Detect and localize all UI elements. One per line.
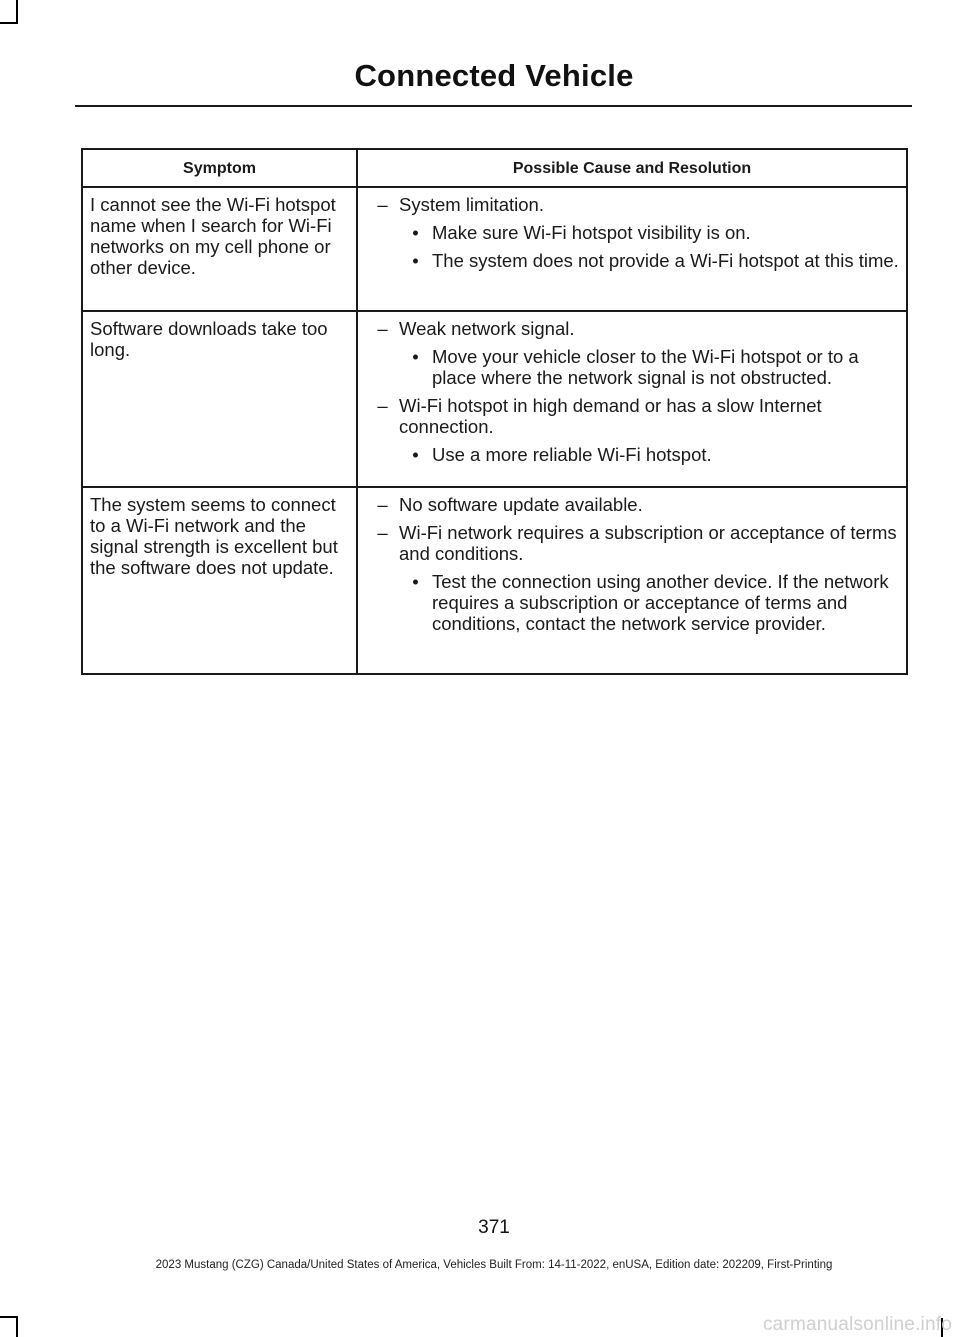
resolution-text: Test the connection using another device. If the network requires a subscription or acceptance of terms and conditions, contact the network service provider. [432,571,889,634]
page-number: 371 [478,1217,510,1238]
resolution-item [399,346,902,388]
crop-mark-top-left-horizontal [0,22,17,24]
table-row [82,311,907,487]
symptom-cell: Software downloads take too long. [82,311,357,487]
resolution-text: The system does not provide a Wi-Fi hotspot at this time. [432,250,899,271]
dash-marker: – [377,494,388,515]
cause-item [366,194,902,215]
cause-text: Wi-Fi network requires a subscription or acceptance of terms and conditions. [399,522,897,564]
resolution-item [399,444,902,465]
cause-text: Wi-Fi hotspot in high demand or has a slow Internet connection. [399,395,822,437]
resolution-text: Move your vehicle closer to the Wi-Fi hotspot or to a place where the network signal is not obstructed. [432,346,859,388]
watermark-link[interactable]: carmanualsonline.info [762,1314,952,1335]
bullet-marker: • [412,222,419,243]
cause-item [366,395,902,437]
dash-marker: – [377,318,388,339]
resolution-item [399,250,902,271]
edition-footer: 2023 Mustang (CZG) Canada/United States of America, Vehicles Built From: 14-11-2022, enUSA, Edition date: 202209, First-Printing [155,1259,833,1271]
cause-text: No software update available. [399,494,643,515]
cause-item [366,494,902,515]
troubleshooting-table [81,148,908,675]
bullet-marker: • [412,250,419,271]
cause-cell [357,311,907,487]
resolution-item [399,571,902,634]
column-header-symptom: Symptom [82,149,357,187]
table-row [82,487,907,674]
resolution-item [399,222,902,243]
title-divider [75,105,912,107]
page-title: Connected Vehicle [354,58,634,93]
resolution-text: Make sure Wi-Fi hotspot visibility is on. [432,222,751,243]
cause-item [366,522,902,564]
cause-text: Weak network signal. [399,318,575,339]
bullet-marker: • [412,571,419,592]
cause-text: System limitation. [399,194,544,215]
dash-marker: – [377,194,388,215]
bullet-marker: • [412,444,419,465]
crop-mark-top-left-vertical [16,0,18,24]
bullet-marker: • [412,346,419,367]
dash-marker: – [377,522,388,543]
symptom-cell: I cannot see the Wi-Fi hotspot name when I search for Wi-Fi networks on my cell phone or other device. [82,187,357,311]
table-row [82,187,907,311]
column-header-cause: Possible Cause and Resolution [357,149,907,187]
cause-cell [357,187,907,311]
symptom-cell: The system seems to connect to a Wi-Fi network and the signal strength is excellent but the software does not update. [82,487,357,674]
table-header-row [82,149,907,187]
dash-marker: – [377,395,388,416]
resolution-text: Use a more reliable Wi-Fi hotspot. [432,444,712,465]
cause-item [366,318,902,339]
cause-cell [357,487,907,674]
crop-mark-bottom-left-horizontal [0,1316,17,1318]
crop-mark-bottom-left-vertical [16,1316,18,1337]
